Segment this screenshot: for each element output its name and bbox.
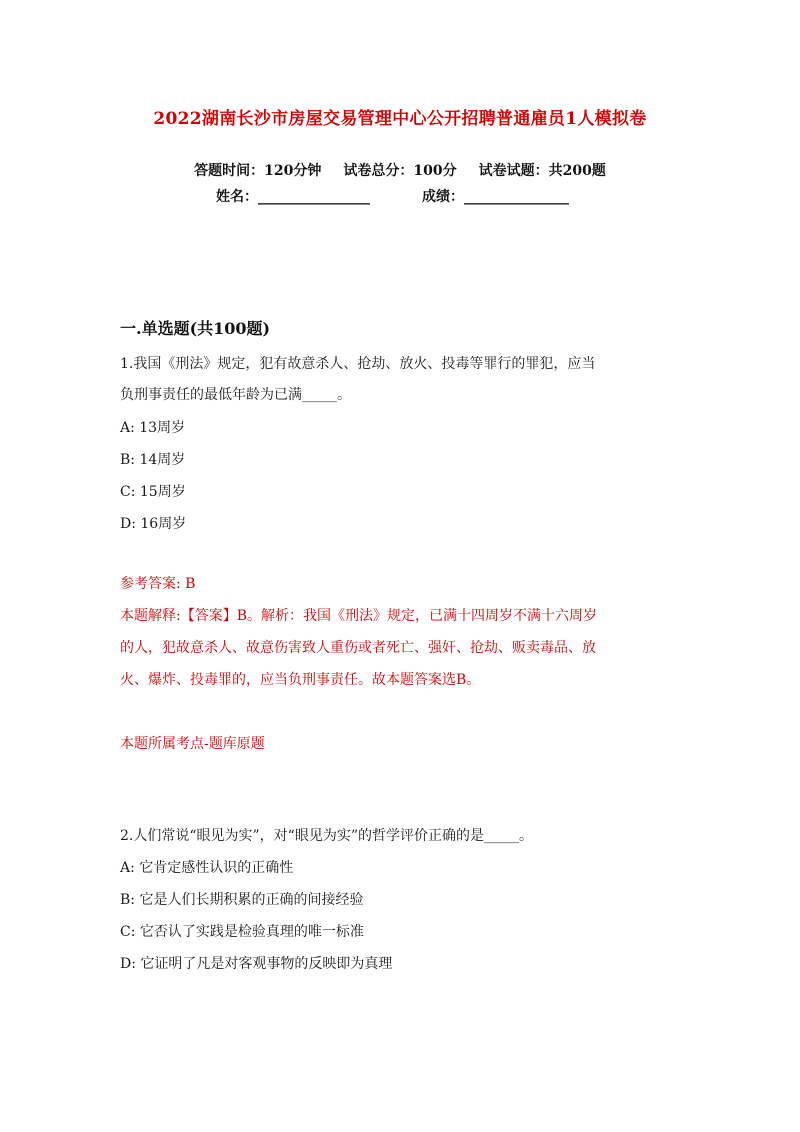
- explanation-line: 火、爆炸、投毒罪的，应当负刑事责任。故本题答案选B。: [120, 672, 481, 688]
- exam-total-score: 试卷总分：100分: [343, 163, 457, 179]
- explanation-line: 本题解释:【答案】B。解析：我国《刑法》规定，已满十四周岁不满十六周岁: [120, 608, 598, 624]
- option-b: B: 它是人们长期积累的正确的间接经验: [120, 892, 364, 908]
- score-blank: _______________: [464, 189, 569, 205]
- name-blank: ________________: [258, 189, 370, 205]
- explanation-line: 的人，犯故意杀人、故意伤害致人重伤或者死亡、强奸、抢劫、贩卖毒品、放: [120, 640, 596, 656]
- score-label: 成绩：: [422, 189, 464, 205]
- exam-info-row: [0, 160, 800, 180]
- option-d: D: 它证明了凡是对客观事物的反映即为真理: [120, 956, 393, 972]
- question-stem-line: 2.人们常说“眼见为实”，对“眼见为实”的哲学评价正确的是_____。: [120, 828, 533, 844]
- option-a: A: 它肯定感性认识的正确性: [120, 860, 294, 876]
- exam-time: 答题时间：120分钟: [194, 163, 322, 179]
- exam-title: 2022湖南长沙市房屋交易管理中心公开招聘普通雇员1人模拟卷: [153, 109, 647, 129]
- reference-answer: 参考答案: B: [120, 576, 196, 592]
- option-a: A: 13周岁: [120, 420, 186, 436]
- question-stem-line: 负刑事责任的最低年龄为已满_____。: [120, 387, 351, 403]
- exam-question-count: 试卷试题：共200题: [478, 163, 606, 179]
- question-stem-line: 1.我国《刑法》规定，犯有故意杀人、抢劫、放火、投毒等罪行的罪犯，应当: [120, 356, 596, 372]
- name-label: 姓名：: [216, 189, 258, 205]
- candidate-info-row: [0, 186, 800, 206]
- option-b: B: 14周岁: [120, 452, 186, 468]
- option-c: C: 15周岁: [120, 484, 186, 500]
- question-topic: 本题所属考点-题库原题: [120, 736, 265, 752]
- section-heading: 一.单选题(共100题): [120, 319, 271, 338]
- option-d: D: 16周岁: [120, 516, 187, 532]
- option-c: C: 它否认了实践是检验真理的唯一标准: [120, 924, 364, 940]
